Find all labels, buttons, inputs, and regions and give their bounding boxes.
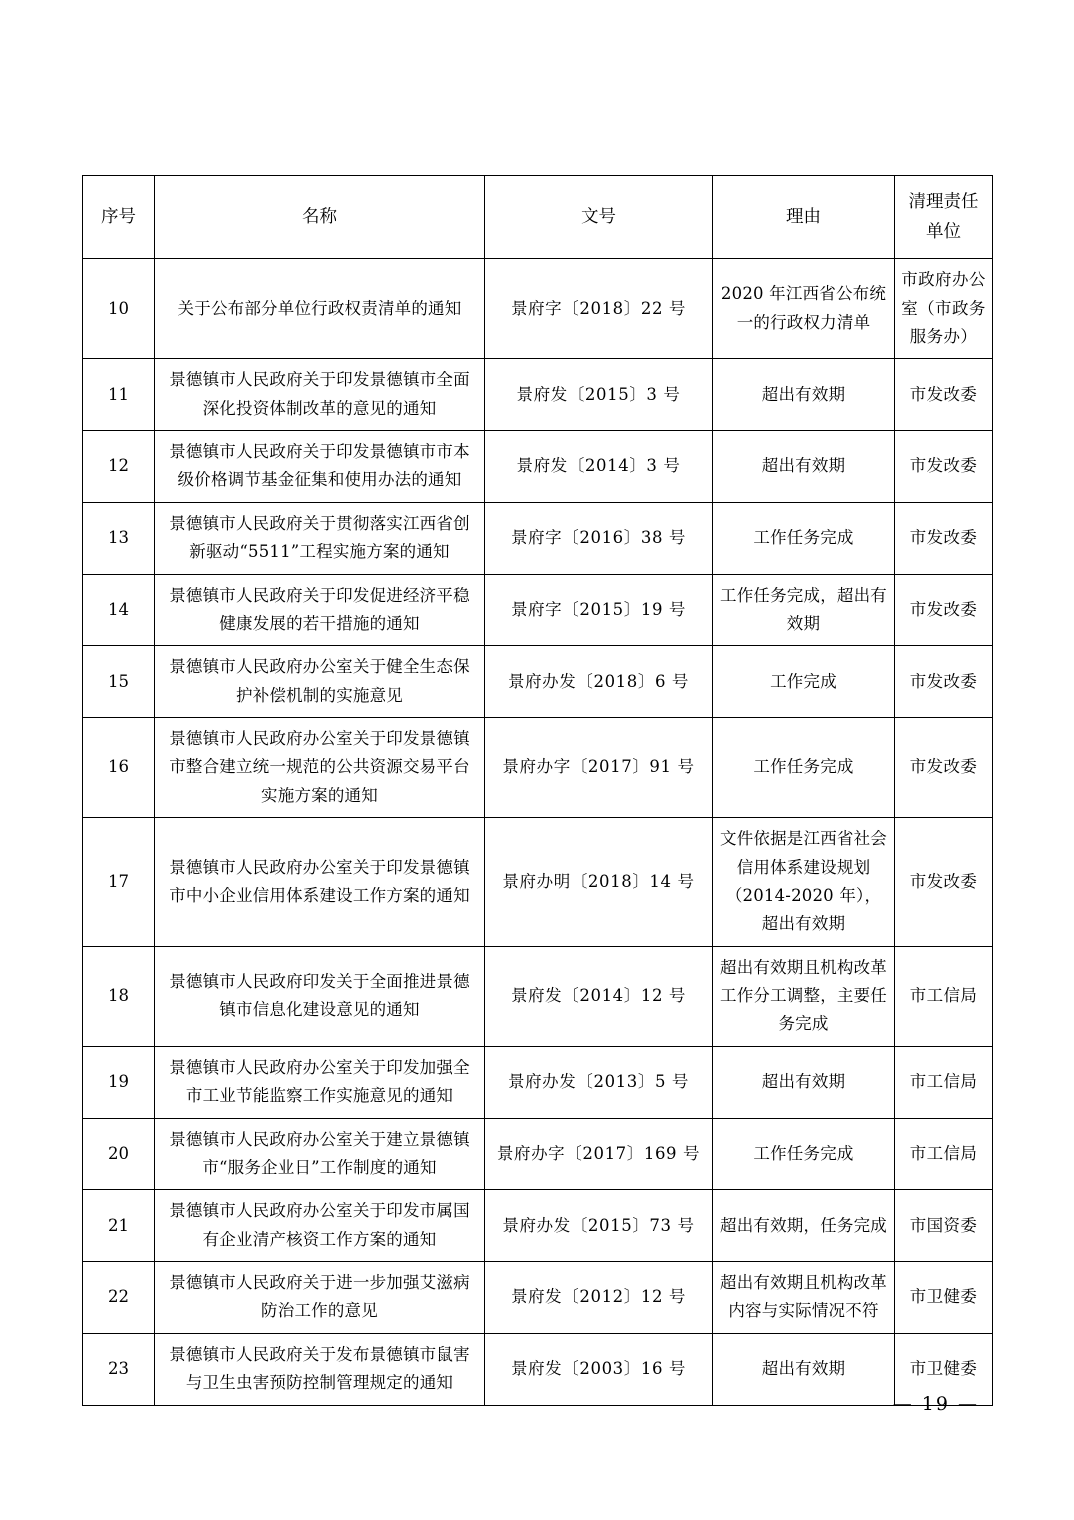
cell-doc-no: 景府发〔2015〕3 号 xyxy=(485,359,713,431)
cell-unit: 市国资委 xyxy=(895,1190,993,1262)
cell-name: 景德镇市人民政府印发关于全面推进景德镇市信息化建设意见的通知 xyxy=(155,946,485,1046)
table-row xyxy=(83,502,993,574)
table-row xyxy=(83,646,993,718)
cell-name: 景德镇市人民政府关于印发促进经济平稳健康发展的若干措施的通知 xyxy=(155,574,485,646)
cell-reason: 文件依据是江西省社会信用体系建设规划（2014-2020 年），超出有效期 xyxy=(713,818,895,947)
cell-unit: 市卫健委 xyxy=(895,1333,993,1405)
cell-unit: 市发改委 xyxy=(895,359,993,431)
table-row xyxy=(83,818,993,947)
cell-name: 景德镇市人民政府办公室关于印发加强全市工业节能监察工作实施意见的通知 xyxy=(155,1046,485,1118)
cell-seq: 19 xyxy=(83,1046,155,1118)
column-header-seq: 序号 xyxy=(83,176,155,259)
cell-name: 景德镇市人民政府办公室关于印发市属国有企业清产核资工作方案的通知 xyxy=(155,1190,485,1262)
cell-seq: 14 xyxy=(83,574,155,646)
cell-name: 景德镇市人民政府办公室关于印发景德镇市整合建立统一规范的公共资源交易平台实施方案的通知 xyxy=(155,718,485,818)
table-row xyxy=(83,1190,993,1262)
cell-reason: 超出有效期 xyxy=(713,431,895,503)
cell-reason: 工作任务完成 xyxy=(713,1118,895,1190)
cell-name: 景德镇市人民政府关于进一步加强艾滋病防治工作的意见 xyxy=(155,1262,485,1334)
cell-name: 景德镇市人民政府办公室关于建立景德镇市“服务企业日”工作制度的通知 xyxy=(155,1118,485,1190)
cell-seq: 16 xyxy=(83,718,155,818)
cell-reason: 2020 年江西省公布统一的行政权力清单 xyxy=(713,259,895,359)
cell-seq: 13 xyxy=(83,502,155,574)
cell-doc-no: 景府字〔2015〕19 号 xyxy=(485,574,713,646)
cell-doc-no: 景府发〔2003〕16 号 xyxy=(485,1333,713,1405)
cell-doc-no: 景府发〔2012〕12 号 xyxy=(485,1262,713,1334)
cell-reason: 工作任务完成 xyxy=(713,718,895,818)
cell-doc-no: 景府发〔2014〕3 号 xyxy=(485,431,713,503)
cell-reason: 工作完成 xyxy=(713,646,895,718)
cell-unit: 市工信局 xyxy=(895,1118,993,1190)
table-row xyxy=(83,259,993,359)
cell-seq: 17 xyxy=(83,818,155,947)
cell-reason: 超出有效期，任务完成 xyxy=(713,1190,895,1262)
column-header-unit: 清理责任单位 xyxy=(895,176,993,259)
column-header-reason: 理由 xyxy=(713,176,895,259)
cell-unit: 市发改委 xyxy=(895,818,993,947)
cell-name: 景德镇市人民政府办公室关于健全生态保护补偿机制的实施意见 xyxy=(155,646,485,718)
table-row xyxy=(83,359,993,431)
cell-doc-no: 景府发〔2014〕12 号 xyxy=(485,946,713,1046)
cell-seq: 11 xyxy=(83,359,155,431)
cell-doc-no: 景府办字〔2017〕169 号 xyxy=(485,1118,713,1190)
cell-seq: 23 xyxy=(83,1333,155,1405)
cell-doc-no: 景府办字〔2017〕91 号 xyxy=(485,718,713,818)
page-number: — 19 — xyxy=(892,1393,979,1415)
table-row xyxy=(83,574,993,646)
cell-unit: 市工信局 xyxy=(895,946,993,1046)
cell-name: 景德镇市人民政府办公室关于印发景德镇市中小企业信用体系建设工作方案的通知 xyxy=(155,818,485,947)
table-row xyxy=(83,718,993,818)
table-body xyxy=(83,259,993,1405)
cell-seq: 21 xyxy=(83,1190,155,1262)
cell-seq: 22 xyxy=(83,1262,155,1334)
cell-unit: 市发改委 xyxy=(895,574,993,646)
cell-doc-no: 景府办明〔2018〕14 号 xyxy=(485,818,713,947)
cell-reason: 超出有效期 xyxy=(713,1046,895,1118)
cell-reason: 超出有效期且机构改革内容与实际情况不符 xyxy=(713,1262,895,1334)
cell-unit: 市发改委 xyxy=(895,502,993,574)
cell-doc-no: 景府办发〔2015〕73 号 xyxy=(485,1190,713,1262)
cell-unit: 市工信局 xyxy=(895,1046,993,1118)
cell-reason: 超出有效期 xyxy=(713,1333,895,1405)
cell-reason: 超出有效期 xyxy=(713,359,895,431)
table-row xyxy=(83,946,993,1046)
cell-seq: 20 xyxy=(83,1118,155,1190)
cell-unit: 市政府办公室（市政务服务办） xyxy=(895,259,993,359)
cell-reason: 工作任务完成 xyxy=(713,502,895,574)
cell-reason: 超出有效期且机构改革工作分工调整，主要任务完成 xyxy=(713,946,895,1046)
cell-seq: 10 xyxy=(83,259,155,359)
table-row xyxy=(83,1333,993,1405)
cell-reason: 工作任务完成，超出有效期 xyxy=(713,574,895,646)
cell-doc-no: 景府办发〔2013〕5 号 xyxy=(485,1046,713,1118)
column-header-name: 名称 xyxy=(155,176,485,259)
cell-seq: 18 xyxy=(83,946,155,1046)
cell-name: 景德镇市人民政府关于印发景德镇市市本级价格调节基金征集和使用办法的通知 xyxy=(155,431,485,503)
cell-name: 关于公布部分单位行政权责清单的通知 xyxy=(155,259,485,359)
cell-unit: 市发改委 xyxy=(895,646,993,718)
table-row xyxy=(83,1118,993,1190)
cell-seq: 12 xyxy=(83,431,155,503)
cell-name: 景德镇市人民政府关于贯彻落实江西省创新驱动“5511”工程实施方案的通知 xyxy=(155,502,485,574)
cleanup-documents-table xyxy=(82,175,993,1406)
cell-doc-no: 景府字〔2016〕38 号 xyxy=(485,502,713,574)
cell-name: 景德镇市人民政府关于发布景德镇市鼠害与卫生虫害预防控制管理规定的通知 xyxy=(155,1333,485,1405)
cell-doc-no: 景府字〔2018〕22 号 xyxy=(485,259,713,359)
cell-unit: 市发改委 xyxy=(895,431,993,503)
cell-name: 景德镇市人民政府关于印发景德镇市全面深化投资体制改革的意见的通知 xyxy=(155,359,485,431)
table-row xyxy=(83,431,993,503)
cell-unit: 市发改委 xyxy=(895,718,993,818)
cell-seq: 15 xyxy=(83,646,155,718)
table-row xyxy=(83,1046,993,1118)
cell-unit: 市卫健委 xyxy=(895,1262,993,1334)
table-header-row xyxy=(83,176,993,259)
column-header-doc-no: 文号 xyxy=(485,176,713,259)
cell-doc-no: 景府办发〔2018〕6 号 xyxy=(485,646,713,718)
table-row xyxy=(83,1262,993,1334)
